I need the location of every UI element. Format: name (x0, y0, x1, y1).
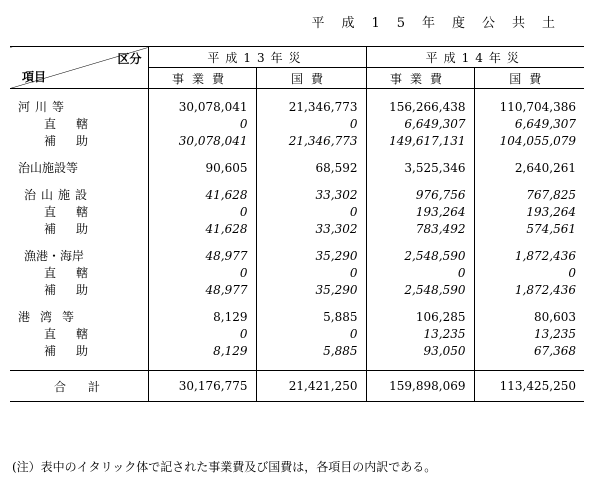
cell: 8,129 (148, 343, 256, 360)
cell: 767,825 (526, 188, 576, 202)
row-label: 治山施設 (10, 187, 148, 204)
cell: 0 (148, 265, 256, 282)
row-label: 補助 (10, 221, 148, 238)
cell: 0 (148, 204, 256, 221)
cell: 68,592 (256, 160, 366, 177)
cell: 21,346,773 (256, 99, 366, 116)
cell: 106,285 (366, 309, 474, 326)
row-label: 補助 (10, 343, 148, 360)
total-cell: 159,898,069 (366, 371, 474, 402)
table-row (10, 160, 584, 177)
cell: 30,078,041 (148, 99, 256, 116)
table-row (10, 221, 584, 238)
table-row (10, 309, 584, 326)
cell: 976,756 (366, 187, 474, 204)
cell: 3,525,346 (366, 160, 474, 177)
cell: 0 (366, 265, 474, 282)
table-row (10, 133, 584, 150)
row-label: 漁港・海岸 (10, 248, 148, 265)
cell: 67,368 (534, 344, 576, 358)
header-kubun: 区分 (117, 52, 142, 66)
cell: 93,050 (366, 343, 474, 360)
total-cell: 30,176,775 (148, 371, 256, 402)
cell: 6,649,307 (366, 116, 474, 133)
cell: 8,129 (148, 309, 256, 326)
cell: 35,290 (256, 282, 366, 299)
cell: 35,290 (256, 248, 366, 265)
cell: 193,264 (366, 204, 474, 221)
year-header-h14: 平成14年災 (366, 47, 584, 68)
total-row (10, 371, 584, 402)
cell: 48,977 (148, 248, 256, 265)
cell: 0 (256, 326, 366, 343)
cell: 41,628 (148, 187, 256, 204)
cell: 2,640,261 (514, 161, 576, 175)
cell: 33,302 (256, 221, 366, 238)
table-row (10, 265, 584, 282)
cell: 574,561 (526, 222, 576, 236)
row-label: 直轄 (10, 204, 148, 221)
col-header-national-h13: 国費 (256, 68, 366, 89)
cell: 0 (256, 116, 366, 133)
col-header-national-h14: 国費 (474, 68, 584, 89)
total-cell: 113,425,250 (474, 371, 584, 402)
cell: 193,264 (526, 205, 576, 219)
cell: 0 (148, 326, 256, 343)
table-row (10, 204, 584, 221)
col-header-cost-h13: 事業費 (148, 68, 256, 89)
cell: 104,055,079 (499, 134, 576, 148)
cell: 13,235 (366, 326, 474, 343)
cell: 110,704,386 (499, 100, 576, 114)
cell: 33,302 (256, 187, 366, 204)
total-label: 合計 (10, 371, 148, 402)
cost-table (10, 46, 584, 402)
row-label: 補助 (10, 282, 148, 299)
cell: 90,605 (148, 160, 256, 177)
row-label: 直轄 (10, 326, 148, 343)
cell: 149,617,131 (366, 133, 474, 150)
total-cell: 21,421,250 (256, 371, 366, 402)
header-koumoku: 項目 (22, 70, 47, 84)
table-row (10, 343, 584, 360)
row-label: 港湾等 (10, 309, 148, 326)
page-title: 平成15年度公共土 (311, 16, 572, 31)
cell: 0 (148, 116, 256, 133)
table-row (10, 282, 584, 299)
header-corner (10, 47, 148, 89)
table-row (10, 187, 584, 204)
row-label: 治山施設等 (10, 160, 148, 177)
cell: 30,078,041 (148, 133, 256, 150)
row-label: 河川等 (10, 99, 148, 116)
cell: 156,266,438 (366, 99, 474, 116)
table-note: (注）表中のイタリック体で記された事業費及び国費は，各項目の内訳である。 (12, 460, 437, 474)
row-label: 直轄 (10, 116, 148, 133)
cell: 1,872,436 (514, 249, 576, 263)
cell: 5,885 (256, 309, 366, 326)
cell: 41,628 (148, 221, 256, 238)
cell: 0 (568, 266, 576, 280)
table-row (10, 248, 584, 265)
cell: 13,235 (534, 327, 576, 341)
cell: 0 (256, 204, 366, 221)
cell: 21,346,773 (256, 133, 366, 150)
year-header-h13: 平成13年災 (148, 47, 366, 68)
cell: 2,548,590 (366, 282, 474, 299)
cell: 80,603 (534, 310, 576, 324)
row-label: 補助 (10, 133, 148, 150)
cell: 0 (256, 265, 366, 282)
cell: 783,492 (366, 221, 474, 238)
col-header-cost-h14: 事業費 (366, 68, 474, 89)
table-row (10, 99, 584, 116)
cell: 5,885 (256, 343, 366, 360)
row-label: 直轄 (10, 265, 148, 282)
cell: 6,649,307 (514, 117, 576, 131)
table-row (10, 116, 584, 133)
cell: 2,548,590 (366, 248, 474, 265)
cell: 48,977 (148, 282, 256, 299)
table-row (10, 326, 584, 343)
cell: 1,872,436 (514, 283, 576, 297)
